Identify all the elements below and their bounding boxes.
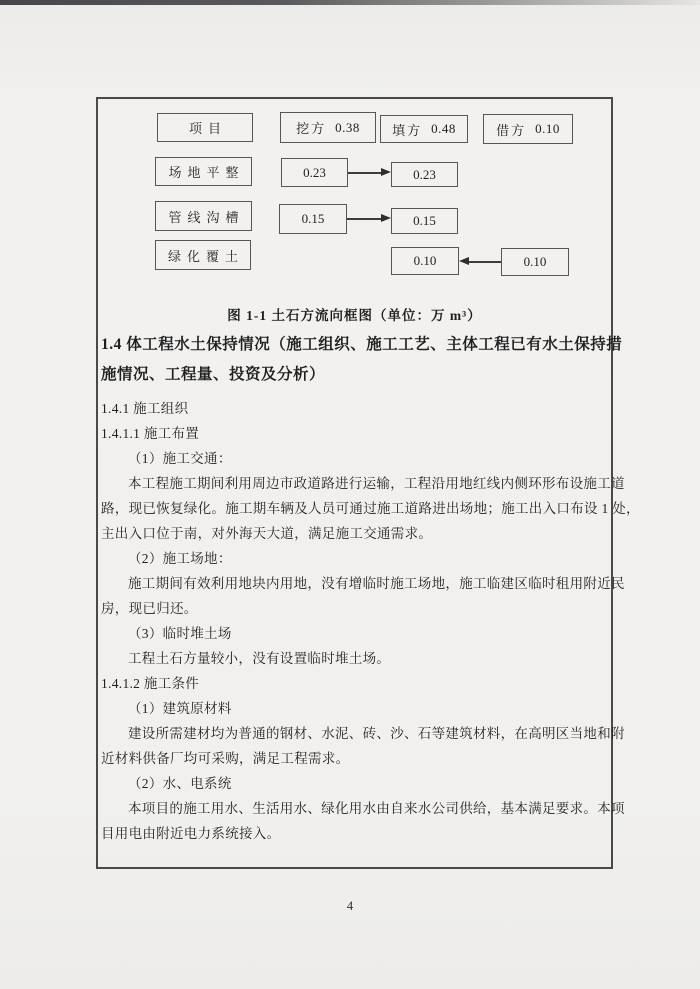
body-line: 目用电由附近电力系统接入。 <box>101 826 281 841</box>
body-text <box>101 396 640 846</box>
greening-cover-text: 绿化覆土 <box>167 248 244 264</box>
body-line: 近材料供备厂均可采购，满足工程需求。 <box>101 751 350 766</box>
flow-box-greening-cover-fill <box>391 247 459 275</box>
body-line: （2）施工场地： <box>128 551 232 566</box>
section-heading-line1: 1.4 体工程水土保持情况（施工组织、施工工艺、主体工程已有水土保持措 <box>101 336 623 353</box>
scan-edge-artifact <box>0 0 700 5</box>
body-line: 路，现已恢复绿化。施工期车辆及人员可通过施工道路进出场地；施工出入口布设 1 处， <box>101 501 640 516</box>
body-line: 房，现已归还。 <box>101 601 198 616</box>
body-line: 1.4.1 施工组织 <box>101 401 189 416</box>
flow-box-greening-cover-label <box>155 240 251 270</box>
cut-total-value: 0.38 <box>335 119 360 135</box>
body-line: （1）建筑原材料 <box>128 701 232 716</box>
flow-box-fill-total <box>380 115 468 143</box>
arrow-right-icon <box>381 214 391 222</box>
page-number: 4 <box>346 899 354 913</box>
body-line: （1）施工交通： <box>128 451 232 466</box>
project-header-label: 项目 <box>188 121 227 136</box>
flow-box-site-leveling-label <box>155 157 252 186</box>
pipeline-trench-cut-value: 0.15 <box>301 211 325 226</box>
body-line: 本工程施工期间利用周边市政道路进行运输，工程沿用地红线内侧环形布设施工道 <box>128 476 625 491</box>
arrow-line-row2 <box>347 218 383 220</box>
body-line: 施工期间有效利用地块内用地，没有增临时施工场地，施工临建区临时租用附近民 <box>128 576 625 591</box>
site-leveling-cut-value: 0.23 <box>303 164 326 180</box>
earthwork-flow-diagram <box>98 99 611 304</box>
body-line: 1.4.1.1 施工布置 <box>101 426 200 441</box>
greening-cover-fill-value: 0.10 <box>413 253 437 268</box>
greening-cover-borrow-value: 0.10 <box>523 254 547 269</box>
borrow-total-value: 0.10 <box>535 121 560 136</box>
site-leveling-fill-value: 0.23 <box>413 166 436 182</box>
flow-box-pipeline-trench-fill <box>391 208 458 234</box>
site-leveling-text: 场地平整 <box>168 165 245 180</box>
flow-box-site-leveling-fill <box>391 162 458 187</box>
figure-caption: 图 1-1 土石方流向框图（单位：万 m³） <box>227 308 482 323</box>
flow-box-cut-total <box>280 112 376 143</box>
content-border-box <box>96 97 640 869</box>
body-line: 主出入口位于南，对外海天大道，满足施工交通需求。 <box>101 526 433 541</box>
cut-total-label: 挖方 <box>296 121 327 136</box>
flow-box-borrow-total <box>483 114 573 144</box>
pipeline-trench-fill-value: 0.15 <box>413 213 436 228</box>
body-line: （2）水、电系统 <box>128 776 232 791</box>
flow-box-pipeline-trench-cut <box>279 204 347 234</box>
body-line: 1.4.1.2 施工条件 <box>101 676 200 691</box>
flow-box-pipeline-trench-label <box>155 201 252 231</box>
arrow-left-icon <box>459 257 469 265</box>
body-line: 工程土石方量较小，没有设置临时堆土场。 <box>128 651 391 666</box>
body-line: 建设所需建材均为普通的钢材、水泥、砖、沙、石等建筑材料，在高明区当地和附 <box>128 726 625 741</box>
borrow-total-label: 借方 <box>496 122 527 138</box>
section-heading-line2: 施情况、工程量、投资及分析） <box>101 366 326 383</box>
fill-total-label: 填方 <box>392 122 423 138</box>
body-line: 本项目的施工用水、生活用水、绿化用水由自来水公司供给，基本满足要求。本项 <box>128 801 625 816</box>
body-line: （3）临时堆土场 <box>128 626 232 641</box>
flow-box-greening-cover-borrow <box>501 248 569 276</box>
flow-box-project-header <box>157 113 253 142</box>
fill-total-value: 0.48 <box>431 121 456 136</box>
flow-box-site-leveling-cut <box>281 158 348 187</box>
arrow-right-icon <box>381 168 391 176</box>
pipeline-trench-text: 管线沟槽 <box>168 209 245 225</box>
arrow-line-row1 <box>348 172 383 174</box>
arrow-line-row3 <box>467 261 501 263</box>
section-heading <box>101 330 623 390</box>
